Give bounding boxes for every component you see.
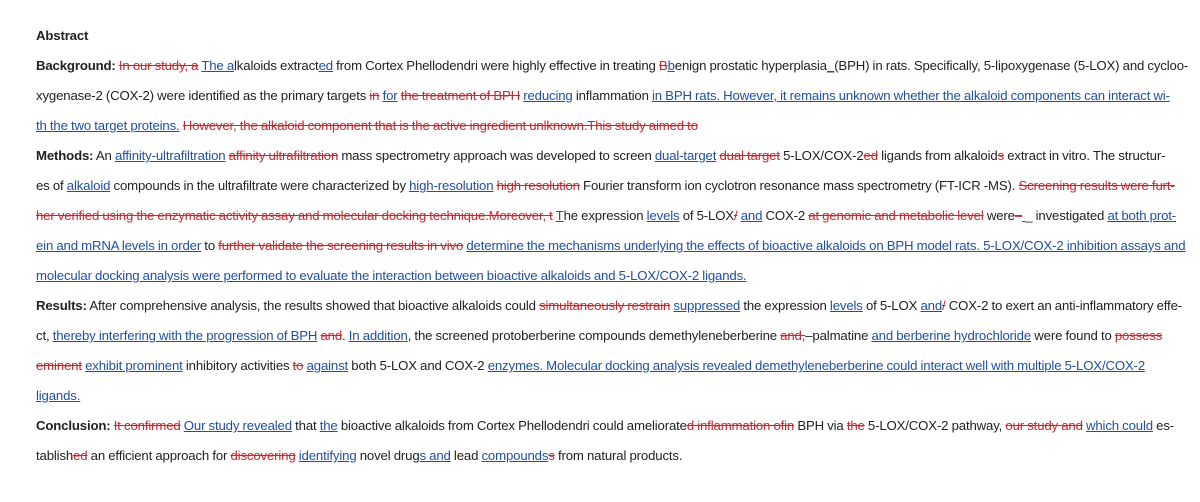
text-line bbox=[36, 114, 1166, 144]
inserted-text: s and bbox=[419, 448, 451, 463]
inserted-text: In addition bbox=[348, 328, 408, 343]
body-text: extract in vitro. The structur- bbox=[1004, 148, 1166, 163]
body-text: , the screened protoberberine compounds demethyleneberberine bbox=[407, 328, 781, 343]
body-text: tablish bbox=[36, 448, 74, 463]
body-text: lkaloids extract bbox=[234, 58, 319, 73]
body-text: from Cortex Phellodendri were highly effective in treating bbox=[332, 58, 659, 73]
inserted-text: compounds bbox=[481, 448, 549, 463]
body-text: Fourier transform ion cyclotron resonance mass spectrometry (FT-ICR -MS). bbox=[579, 178, 1019, 193]
inserted-text: exhibit prominent bbox=[85, 358, 183, 373]
deleted-text: eminent bbox=[36, 358, 82, 373]
deleted-text: Screening results were furt- bbox=[1018, 178, 1175, 193]
deleted-text: s bbox=[997, 148, 1005, 163]
inserted-text: at both prot- bbox=[1107, 208, 1177, 223]
deleted-text: dual target bbox=[719, 148, 780, 163]
text-line bbox=[36, 414, 1175, 444]
body-text: ct, bbox=[36, 328, 53, 343]
inserted-text: ligands. bbox=[36, 388, 81, 403]
body-text: from natural products. bbox=[554, 448, 683, 463]
body-text: es- bbox=[1152, 418, 1175, 433]
text-line bbox=[36, 204, 1177, 234]
text-line bbox=[36, 264, 1166, 294]
deleted-text: – bbox=[1014, 208, 1023, 223]
section-label: Background: bbox=[36, 58, 116, 73]
deleted-text: in bbox=[369, 88, 380, 103]
section-label: Conclusion: bbox=[36, 418, 111, 433]
inserted-text: molecular docking analysis were performed to evaluate the interaction between bioactive alkaloids and 5-LOX/COX-2 ligands. bbox=[36, 268, 747, 283]
inserted-text: which could bbox=[1086, 418, 1153, 433]
inserted-text: Our study revealed bbox=[183, 418, 292, 433]
deleted-text: d inflammation ofin bbox=[686, 418, 795, 433]
abstract-body bbox=[36, 54, 1189, 474]
body-text: inflammation bbox=[572, 88, 652, 103]
deleted-text: her verified using the enzymatic activity assay and molecular docking technique.Moreover, t bbox=[36, 208, 553, 223]
body-text: mass spectrometry approach was developed to screen bbox=[338, 148, 655, 163]
body-text: he expression bbox=[563, 208, 647, 223]
deleted-text: our study and bbox=[1005, 418, 1083, 433]
abstract-heading: Abstract bbox=[36, 28, 89, 43]
inserted-text: dual-target bbox=[654, 148, 717, 163]
text-line bbox=[36, 444, 1166, 474]
body-text: An bbox=[93, 148, 115, 163]
body-text: inhibitory activities bbox=[182, 358, 293, 373]
deleted-text: and bbox=[320, 328, 343, 343]
tracked-changes-document bbox=[36, 24, 1189, 474]
inserted-text: against bbox=[306, 358, 349, 373]
body-text: of 5-LOX bbox=[862, 298, 921, 313]
inserted-text: th the two target proteins. bbox=[36, 118, 180, 133]
body-text: were bbox=[983, 208, 1015, 223]
text-line bbox=[36, 324, 1166, 354]
inserted-text: alkaloid bbox=[66, 178, 111, 193]
inserted-text: _ bbox=[827, 58, 835, 73]
text-line bbox=[36, 354, 1166, 384]
inserted-text: affinity-ultrafiltration bbox=[114, 148, 226, 163]
inserted-text: levels bbox=[646, 208, 680, 223]
inserted-text: for bbox=[382, 88, 398, 103]
body-text: . bbox=[342, 328, 349, 343]
inserted-text: suppressed bbox=[673, 298, 741, 313]
deleted-text: It confirmed bbox=[113, 418, 181, 433]
deleted-text: B bbox=[658, 58, 668, 73]
inserted-text: enzymes. Molecular docking analysis revealed demethyleneberberine could interact well with multiple 5-LOX/COX-2 bbox=[487, 358, 1146, 373]
body-text: bioactive alkaloids from Cortex Phellodendri could ameliorate bbox=[337, 418, 687, 433]
deleted-text: In our study, a bbox=[118, 58, 199, 73]
text-line bbox=[36, 294, 1183, 324]
inserted-text: identifying bbox=[298, 448, 357, 463]
deleted-text: high resolution bbox=[496, 178, 580, 193]
deleted-text: / bbox=[733, 208, 738, 223]
body-text: of 5-LOX bbox=[679, 208, 734, 223]
body-text: an efficient approach for bbox=[87, 448, 231, 463]
deleted-text: possess bbox=[1114, 328, 1163, 343]
body-text: 5-LOX/COX-2 bbox=[779, 148, 864, 163]
body-text: –palmatine bbox=[805, 328, 872, 343]
inserted-text: and bbox=[920, 298, 943, 313]
inserted-text: and berberine hydrochloride bbox=[871, 328, 1032, 343]
body-text: 5-LOX/COX-2 pathway, bbox=[864, 418, 1006, 433]
section-label: Results: bbox=[36, 298, 87, 313]
deleted-text: ed bbox=[863, 148, 878, 163]
deleted-text: However, the alkaloid component that is the active ingredient unlknown.This study aimed to bbox=[182, 118, 698, 133]
inserted-text: and bbox=[740, 208, 763, 223]
body-text: es of bbox=[36, 178, 67, 193]
inserted-text: b bbox=[667, 58, 675, 73]
deleted-text: at genomic and metabolic level bbox=[808, 208, 984, 223]
section-label: Methods: bbox=[36, 148, 94, 163]
body-text: novel drug bbox=[356, 448, 420, 463]
body-text: enign prostatic hyperplasia bbox=[674, 58, 827, 73]
inserted-text: The a bbox=[201, 58, 235, 73]
text-line bbox=[36, 384, 1166, 414]
deleted-text: to bbox=[292, 358, 304, 373]
body-text: BPH via bbox=[794, 418, 847, 433]
text-line bbox=[36, 54, 1189, 84]
body-text: COX-2 to exert an anti-inflammatory effe- bbox=[945, 298, 1183, 313]
body-text: After comprehensive analysis, the results showed that bioactive alkaloids could bbox=[86, 298, 540, 313]
inserted-text: the bbox=[319, 418, 338, 433]
deleted-text: ed bbox=[73, 448, 88, 463]
body-text: _ investigated bbox=[1025, 208, 1108, 223]
deleted-text: s bbox=[548, 448, 555, 463]
body-text: (BPH) in rats. Specifically, 5-lipoxygenase (5-LOX) and cycloo- bbox=[834, 58, 1189, 73]
inserted-text: T bbox=[555, 208, 564, 223]
deleted-text: the treatment of BPH bbox=[400, 88, 520, 103]
deleted-text: further validate the screening results in vivo bbox=[218, 238, 464, 253]
deleted-text: discovering bbox=[230, 448, 296, 463]
inserted-text: ed bbox=[318, 58, 333, 73]
body-text: that bbox=[291, 418, 320, 433]
body-text: xygenase-2 (COX-2) were identified as the primary targets bbox=[36, 88, 370, 103]
text-line bbox=[36, 144, 1166, 174]
body-text: both 5-LOX and COX-2 bbox=[348, 358, 488, 373]
inserted-text: in BPH rats. However, it remains unknown whether the alkaloid components can interact wi- bbox=[652, 88, 1170, 103]
inserted-text: thereby interfering with the progression of BPH bbox=[52, 328, 318, 343]
deleted-text: / bbox=[942, 298, 946, 313]
body-text: the expression bbox=[740, 298, 830, 313]
deleted-text: and, bbox=[780, 328, 806, 343]
inserted-text: levels bbox=[829, 298, 863, 313]
text-line bbox=[36, 234, 1186, 264]
deleted-text: the bbox=[846, 418, 865, 433]
body-text: were found to bbox=[1031, 328, 1115, 343]
body-text: lead bbox=[450, 448, 482, 463]
deleted-text: affinity ultrafiltration bbox=[228, 148, 339, 163]
text-line bbox=[36, 174, 1175, 204]
inserted-text: determine the mechanisms underlying the effects of bioactive alkaloids on BPH model rats. 5-LOX/COX-2 inhibition assays and bbox=[466, 238, 1186, 253]
text-line bbox=[36, 84, 1170, 114]
inserted-text: reducing bbox=[523, 88, 573, 103]
deleted-text: simultaneously restrain bbox=[539, 298, 671, 313]
body-text: COX-2 bbox=[762, 208, 809, 223]
body-text: compounds in the ultrafiltrate were characterized by bbox=[110, 178, 410, 193]
body-text: ligands from alkaloid bbox=[877, 148, 998, 163]
body-text: to bbox=[201, 238, 219, 253]
inserted-text: high-resolution bbox=[409, 178, 494, 193]
inserted-text: ein and mRNA levels in order bbox=[36, 238, 202, 253]
